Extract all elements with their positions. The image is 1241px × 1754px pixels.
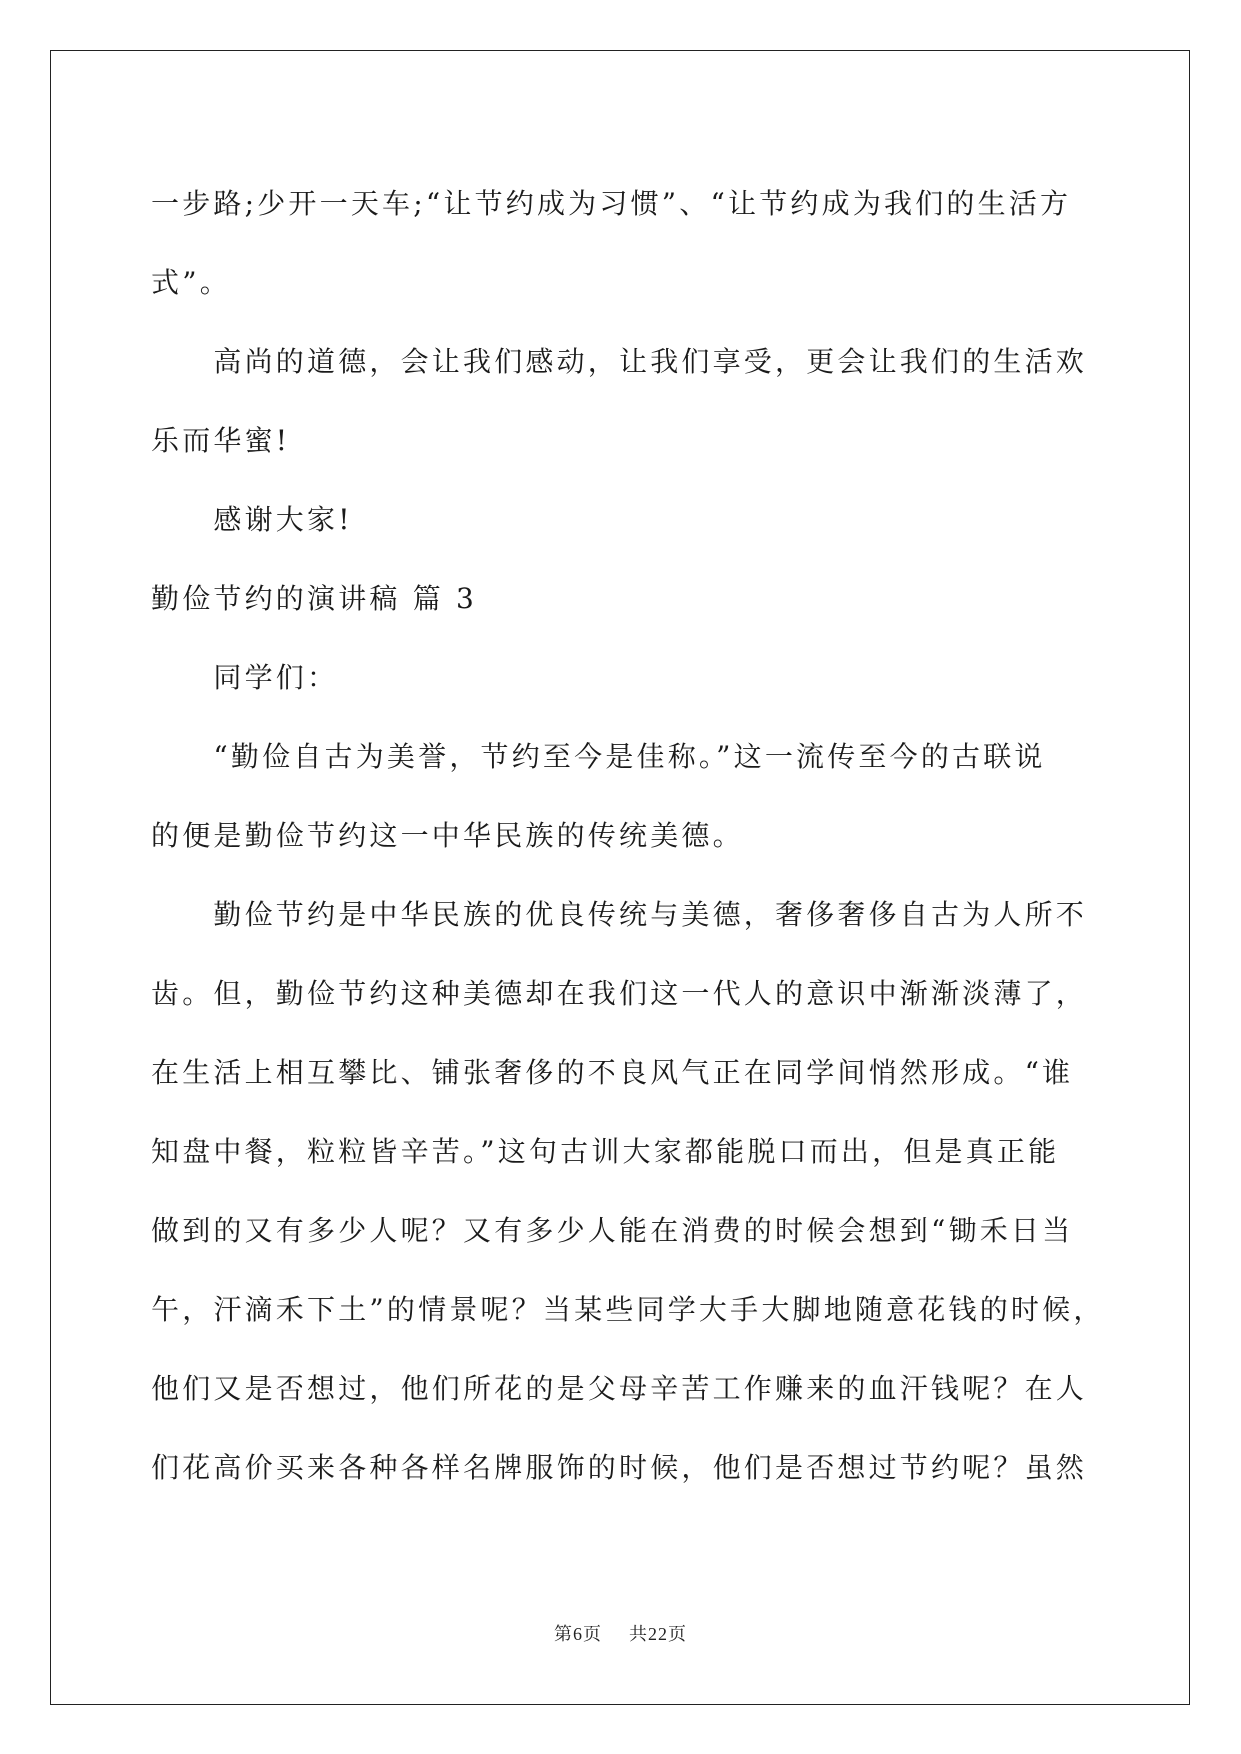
text-line: 同学们：: [151, 661, 339, 694]
text-line: 齿。但，勤俭节约这种美德却在我们这一代人的意识中渐渐淡薄了，: [151, 977, 1088, 1010]
text-line: 勤俭节约是中华民族的优良传统与美德，奢侈奢侈自古为人所不: [151, 898, 1088, 931]
page-footer: [0, 1620, 1241, 1646]
total-label: 共: [628, 1624, 648, 1645]
text-line: 午，汗滴禾下土”的情景呢？当某些同学大手大脚地随意花钱的时候，: [151, 1293, 1105, 1326]
page-number: 6: [573, 1624, 584, 1644]
total-suffix: 页: [667, 1624, 687, 1645]
text-line: “勤俭自古为美誉，节约至今是佳称。”这一流传至今的古联说: [151, 740, 1046, 773]
text-line: 他们又是否想过，他们所花的是父母辛苦工作赚来的血汗钱呢？在人: [151, 1372, 1088, 1405]
text-line: 乐而华蜜!: [151, 424, 291, 457]
page-suffix: 页: [583, 1624, 603, 1645]
text-line: 高尚的道德，会让我们感动，让我们享受，更会让我们的生活欢: [151, 345, 1088, 378]
section-heading: 勤俭节约的演讲稿 篇 3: [151, 582, 478, 615]
text-line: 感谢大家!: [151, 503, 353, 536]
text-line: 们花高价买来各种各样名牌服饰的时候，他们是否想过节约呢？虽然: [151, 1451, 1088, 1484]
page-label: 第: [554, 1624, 574, 1645]
page-total: 22: [647, 1624, 668, 1644]
document-body: [151, 164, 1105, 1507]
text-line: 的便是勤俭节约这一中华民族的传统美德。: [151, 819, 744, 852]
text-line: 一步路;少开一天车;“让节约成为习惯”、“让节约成为我们的生活方: [151, 187, 1072, 220]
text-line: 在生活上相互攀比、铺张奢侈的不良风气正在同学间悄然形成。“谁: [151, 1056, 1074, 1089]
text-line: 做到的又有多少人呢？又有多少人能在消费的时候会想到“锄禾日当: [151, 1214, 1074, 1247]
text-line: 知盘中餐，粒粒皆辛苦。”这句古训大家都能脱口而出，但是真正能: [151, 1135, 1060, 1168]
text-line: 式”。: [151, 266, 231, 299]
